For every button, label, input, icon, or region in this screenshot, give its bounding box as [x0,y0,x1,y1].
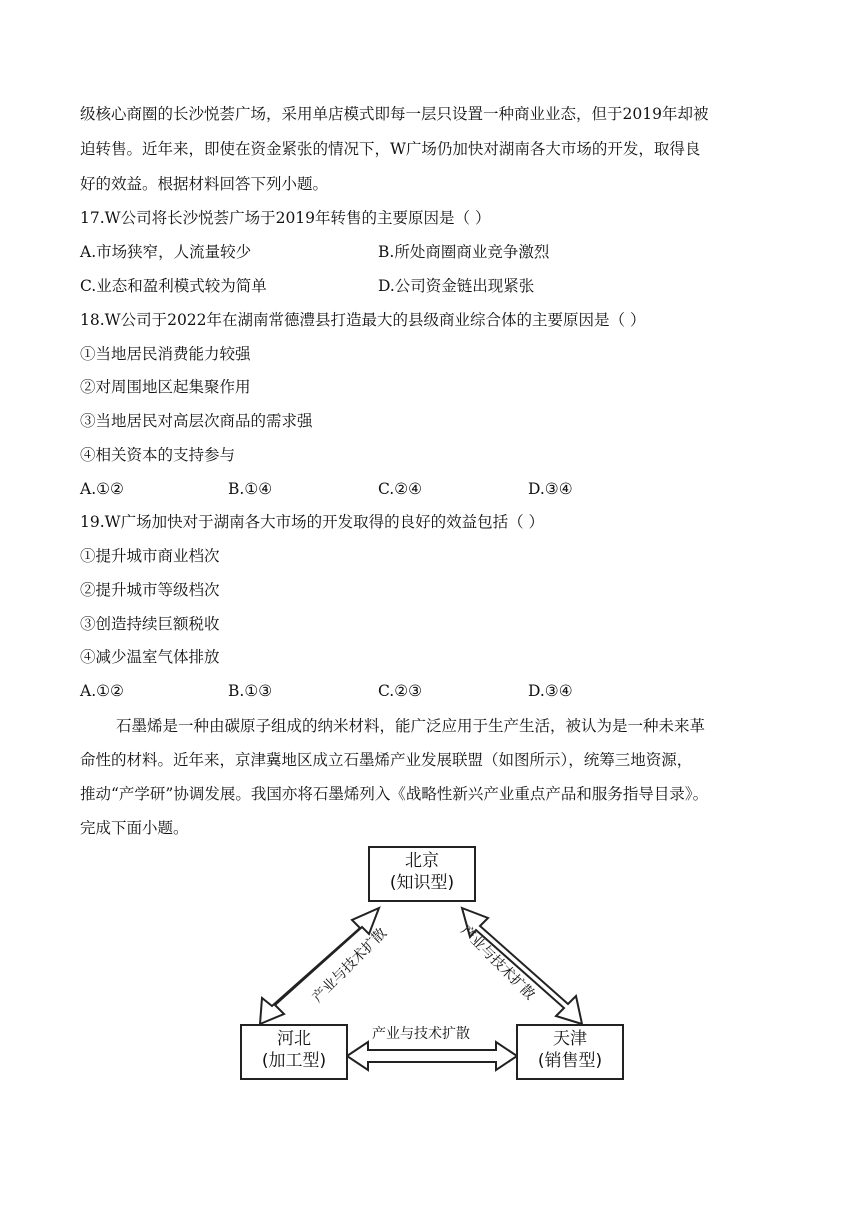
q18-statement-3: ③当地居民对高层次商品的需求强 [80,412,313,430]
q18-option-c[interactable]: C.②④ [378,480,423,498]
q19-statement-4: ④减少温室气体排放 [80,648,220,666]
intro-line-1: 级核心商圈的长沙悦荟广场，采用单店模式即每一层只设置一种商业业态，但于2019年却被 [80,105,709,123]
q18-statement-2: ②对周围地区起集聚作用 [80,378,251,396]
question-17-stem: 17.W公司将长沙悦荟广场于2019年转售的主要原因是（ ） [80,209,491,227]
arrow-hebei-tianjin [347,1042,517,1070]
tianjin-name: 天津 [553,1029,587,1049]
beijing-box [368,846,476,902]
question-19-stem: 19.W广场加快对于湖南各大市场的开发取得的良好的效益包括（ ） [80,513,545,531]
beijing-name: 北京 [405,851,439,871]
q19-statement-3: ③创造持续巨额税收 [80,615,220,633]
hebei-type: (加工型) [261,1051,327,1071]
right-arrow-label: 产业与技术扩散 [457,922,538,1004]
q19-option-b[interactable]: B.①③ [228,682,273,700]
beijing-type: (知识型) [389,873,455,893]
hebei-name: 河北 [277,1029,311,1049]
question-18-stem: 18.W公司于2022年在湖南常德澧县打造最大的县级商业综合体的主要原因是（ ） [80,311,646,329]
bottom-arrow-label: 产业与技术扩散 [372,1026,470,1042]
q19-option-d[interactable]: D.③④ [528,682,573,700]
graphene-line-1: 石墨烯是一种由碳原子组成的纳米材料，能广泛应用于生产生活，被认为是一种未来革 [116,717,706,735]
left-arrow-label: 产业与技术扩散 [309,925,391,1006]
q18-statement-4: ④相关资本的支持参与 [80,446,236,464]
intro-line-3: 好的效益。根据材料回答下列小题。 [80,175,329,193]
hebei-box [240,1024,348,1080]
tianjin-type: (销售型) [537,1051,603,1071]
q17-option-a[interactable]: A.市场狭窄，人流量较少 [80,243,252,261]
tianjin-box [516,1024,624,1080]
q19-statement-2: ②提升城市等级档次 [80,581,220,599]
q18-option-a[interactable]: A.①② [80,480,124,498]
q18-option-b[interactable]: B.①④ [228,480,273,498]
q19-option-c[interactable]: C.②③ [378,682,423,700]
graphene-line-3: 推动“产学研”协调发展。我国亦将石墨烯列入《战略性新兴产业重点产品和服务指导目录》。 [80,785,709,803]
q19-option-a[interactable]: A.①② [80,682,124,700]
q18-option-d[interactable]: D.③④ [528,480,573,498]
graphene-line-2: 命性的材料。近年来，京津冀地区成立石墨烯产业发展联盟（如图所示），统筹三地资源， [80,751,693,769]
q18-statement-1: ①当地居民消费能力较强 [80,345,251,363]
graphene-line-4: 完成下面小题。 [80,819,189,837]
q17-option-c[interactable]: C.业态和盈利模式较为简单 [80,277,267,295]
q19-statement-1: ①提升城市商业档次 [80,547,220,565]
alliance-diagram [230,838,630,1088]
arrow-hebei-beijing [260,908,379,1024]
q17-option-d[interactable]: D.公司资金链出现紧张 [378,277,535,295]
arrow-beijing-tianjin [462,908,582,1024]
intro-line-2: 迫转售。近年来，即使在资金紧张的情况下，W广场仍加快对湖南各大市场的开发，取得良 [80,140,701,158]
q17-option-b[interactable]: B.所处商圈商业竞争激烈 [378,243,550,261]
